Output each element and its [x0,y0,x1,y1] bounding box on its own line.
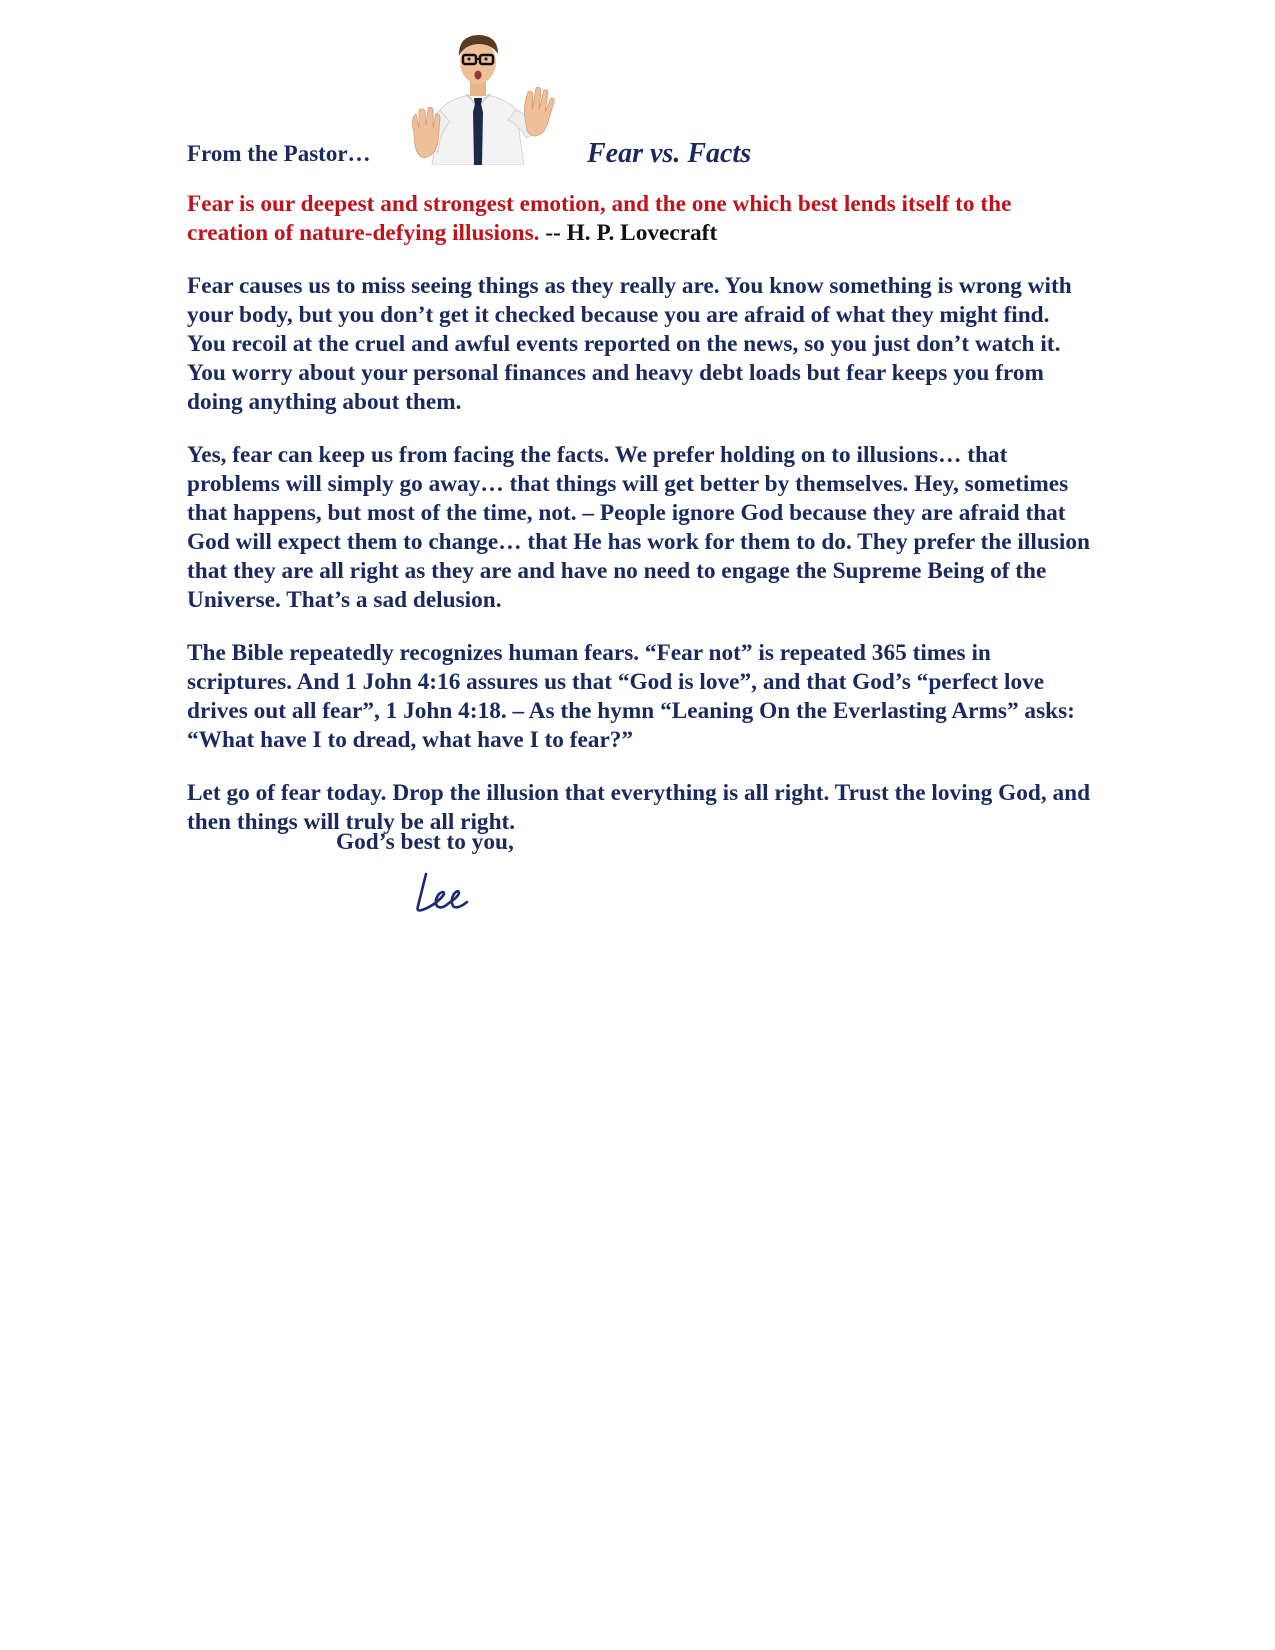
from-pastor-label: From the Pastor… [187,141,371,166]
closing-salutation: God’s best to you, [336,829,514,855]
startled-man-photo [392,28,567,165]
paragraph-2: Yes, fear can keep us from facing the facts. We prefer holding on to illusions… that problems will simply go away… that things will get better by themselves. Hey, sometimes that happens, but most of the time, not. – People ignore God because they are afraid that God will expect them to change… that He has work for them to do. They prefer the illusion that they are all right as they are and have no need to engage the Supreme Being of the Universe. That’s a sad delusion. [187,442,1090,613]
article-body [187,190,1092,861]
quote-text: Fear is our deepest and strongest emotion, and the one which best lends itself to the creation of nature-defying illusions. [187,191,1012,246]
opening-quote [187,190,1092,248]
paragraph-1: Fear causes us to miss seeing things as they really are. You know something is wrong with your body, but you don’t get it checked because you are afraid of what they might find. You recoil at the cruel and awful events reported on the news, so you just don’t watch it. You worry about your personal finances and heavy debt loads but fear keeps you from doing anything about them. [187,273,1072,415]
header [187,28,1087,173]
paragraph-3: The Bible repeatedly recognizes human fears. “Fear not” is repeated 365 times in scriptures. And 1 John 4:16 assures us that “God is love”, and that God’s “perfect love drives out all fear”, 1 John 4:18. – As the hymn “Leaning On the Everlasting Arms” asks: “What have I to dread, what have I to fear?” [187,640,1075,753]
paragraph-4: Let go of fear today. Drop the illusion that everything is all right. Trust the loving God, and then things will truly be all right. [187,780,1091,835]
page-title: Fear vs. Facts [587,138,752,169]
quote-attribution: -- H. P. Lovecraft [545,220,718,246]
signature [412,868,482,918]
